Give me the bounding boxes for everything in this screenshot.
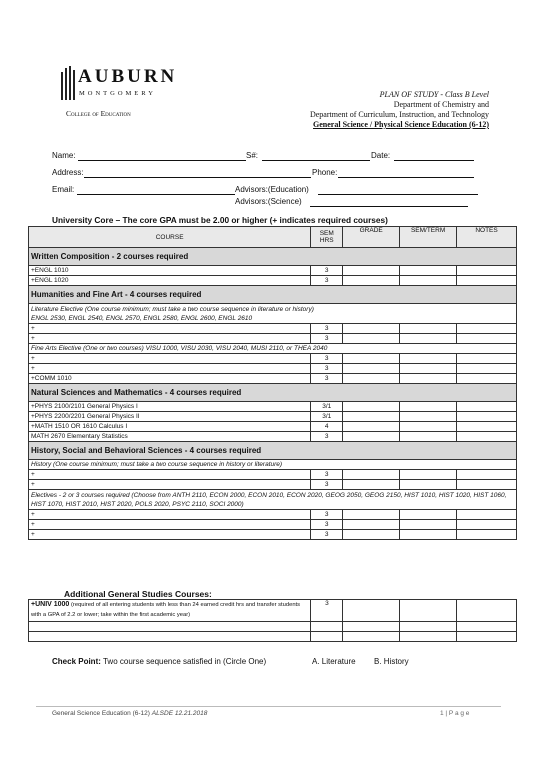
section-natural-sciences: Natural Sciences and Mathematics - 4 courses required <box>29 384 517 402</box>
table-row[interactable]: +UNIV 1000 (required of all entering students with less than 24 earned credit hrs and transfer students with a GPA of 2.2 or lower; take within the first academic year) 3 <box>29 600 517 622</box>
table-row[interactable]: + 3 <box>29 364 517 374</box>
col-term: SEM/TERM <box>400 227 457 248</box>
table-row[interactable]: MATH 2670 Elementary Statistics 3 <box>29 432 517 442</box>
univ-note: (required of all entering students with less than 24 earned credit hrs and transfer students with a GPA of 2.2 or lower; take within the first academic year) <box>31 602 301 618</box>
advisor-education-field[interactable] <box>318 194 478 195</box>
electives-note: Electives - 2 or 3 courses required (Choose from ANTH 2110, ECON 2000, ECON 2010, ECON 2020, GEOG 2050, GEOG 2150, HIST 1010, HIST 1020, HIST 1060, HIST 1070, HIST 2010, HIST 2020, POLS 2020, PSYC 2110, SOCI 2000) <box>29 490 517 510</box>
plan-title <box>310 90 489 130</box>
table-row[interactable] <box>29 622 517 632</box>
table-row[interactable]: +COMM 1010 3 <box>29 374 517 384</box>
table-row[interactable] <box>29 632 517 642</box>
phone-label: Phone: <box>312 168 338 177</box>
option-literature[interactable]: A. Literature <box>312 657 356 666</box>
advisor-science-field[interactable] <box>310 206 468 207</box>
univ-course: +UNIV 1000 <box>31 601 70 608</box>
dept-chem: Department of Chemistry and <box>393 100 489 109</box>
col-hrs: SEM HRS <box>311 227 343 248</box>
literature-note: Literature Elective (One course minimum; must take a two course sequence in literature or history) ENGL 2530, ENGL 2540, ENGL 2570, ENGL 2580, ENGL 2600, ENGL 2610 <box>29 304 517 324</box>
date-field[interactable] <box>394 160 474 161</box>
history-note: History (One course minimum; must take a two course sequence in history or literature) <box>29 460 517 470</box>
program-name: General Science / Physical Science Education (6-12) <box>313 120 489 129</box>
table-row[interactable]: +PHYS 2100/2101 General Physics I 3/1 <box>29 402 517 412</box>
additional-table <box>28 599 517 642</box>
col-grade: GRADE <box>343 227 400 248</box>
address-field[interactable] <box>84 177 311 178</box>
advisor-education-label: Advisors:(Education) <box>235 185 309 194</box>
table-row[interactable]: + 3 <box>29 510 517 520</box>
checkpoint-label: Check Point: <box>52 657 101 666</box>
footer-left <box>52 710 207 717</box>
table-row[interactable]: +ENGL 1010 3 <box>29 266 517 276</box>
table-row[interactable]: + 3 <box>29 530 517 540</box>
page-number: 1 | P a g e <box>440 710 470 717</box>
section-humanities: Humanities and Fine Art - 4 courses required <box>29 286 517 304</box>
core-table <box>28 226 517 540</box>
core-title: University Core – The core GPA must be 2.00 or higher (+ indicates required courses) <box>52 215 388 225</box>
email-field[interactable] <box>77 194 235 195</box>
college-name: College of Education <box>66 109 131 118</box>
email-label: Email: <box>52 185 75 194</box>
table-row[interactable]: + 3 <box>29 470 517 480</box>
snum-label: S#: <box>246 151 259 160</box>
table-row[interactable]: +MATH 1510 OR 1610 Calculus I 4 <box>29 422 517 432</box>
table-row[interactable]: +ENGL 1020 3 <box>29 276 517 286</box>
table-header <box>29 227 517 248</box>
footer-program: General Science Education (6-12) <box>52 710 152 717</box>
footer-date: ALSDE 12.21.2018 <box>151 710 208 717</box>
table-row[interactable]: + 3 <box>29 324 517 334</box>
footer-divider <box>36 706 501 707</box>
additional-title: Additional General Studies Courses: <box>64 589 212 599</box>
section-history-social: History, Social and Behavioral Sciences - 4 courses required <box>29 442 517 460</box>
name-label: Name: <box>52 151 76 160</box>
date-label: Date: <box>371 151 391 160</box>
snum-field[interactable] <box>262 160 370 161</box>
logo-montgomery: MONTGOMERY <box>79 90 156 97</box>
logo-auburn: AUBURN <box>78 66 178 87</box>
table-row[interactable]: + 3 <box>29 520 517 530</box>
advisor-science-label: Advisors:(Science) <box>235 197 302 206</box>
table-row[interactable]: + 3 <box>29 480 517 490</box>
col-course: COURSE <box>29 227 311 248</box>
address-label: Address: <box>52 168 84 177</box>
section-written: Written Composition - 2 courses required <box>29 248 517 266</box>
col-notes: NOTES <box>457 227 517 248</box>
dept-curriculum: Department of Curriculum, Instruction, and Technology <box>309 110 489 119</box>
name-field[interactable] <box>78 160 246 161</box>
table-row[interactable]: + 3 <box>29 334 517 344</box>
phone-field[interactable] <box>338 177 474 178</box>
checkpoint-text: Two course sequence satisfied in (Circle One) <box>102 657 267 666</box>
fine-arts-note: Fine Arts Elective (One or two courses) VISU 1000, VISU 2030, VISU 2040, MUSI 2110, or THEA 2040 <box>29 344 517 354</box>
checkpoint <box>52 657 266 666</box>
table-row[interactable]: + 3 <box>29 354 517 364</box>
option-history[interactable]: B. History <box>374 657 409 666</box>
table-row[interactable]: +PHYS 2200/2201 General Physics II 3/1 <box>29 412 517 422</box>
plan-level: PLAN OF STUDY - Class B Level <box>379 90 489 99</box>
